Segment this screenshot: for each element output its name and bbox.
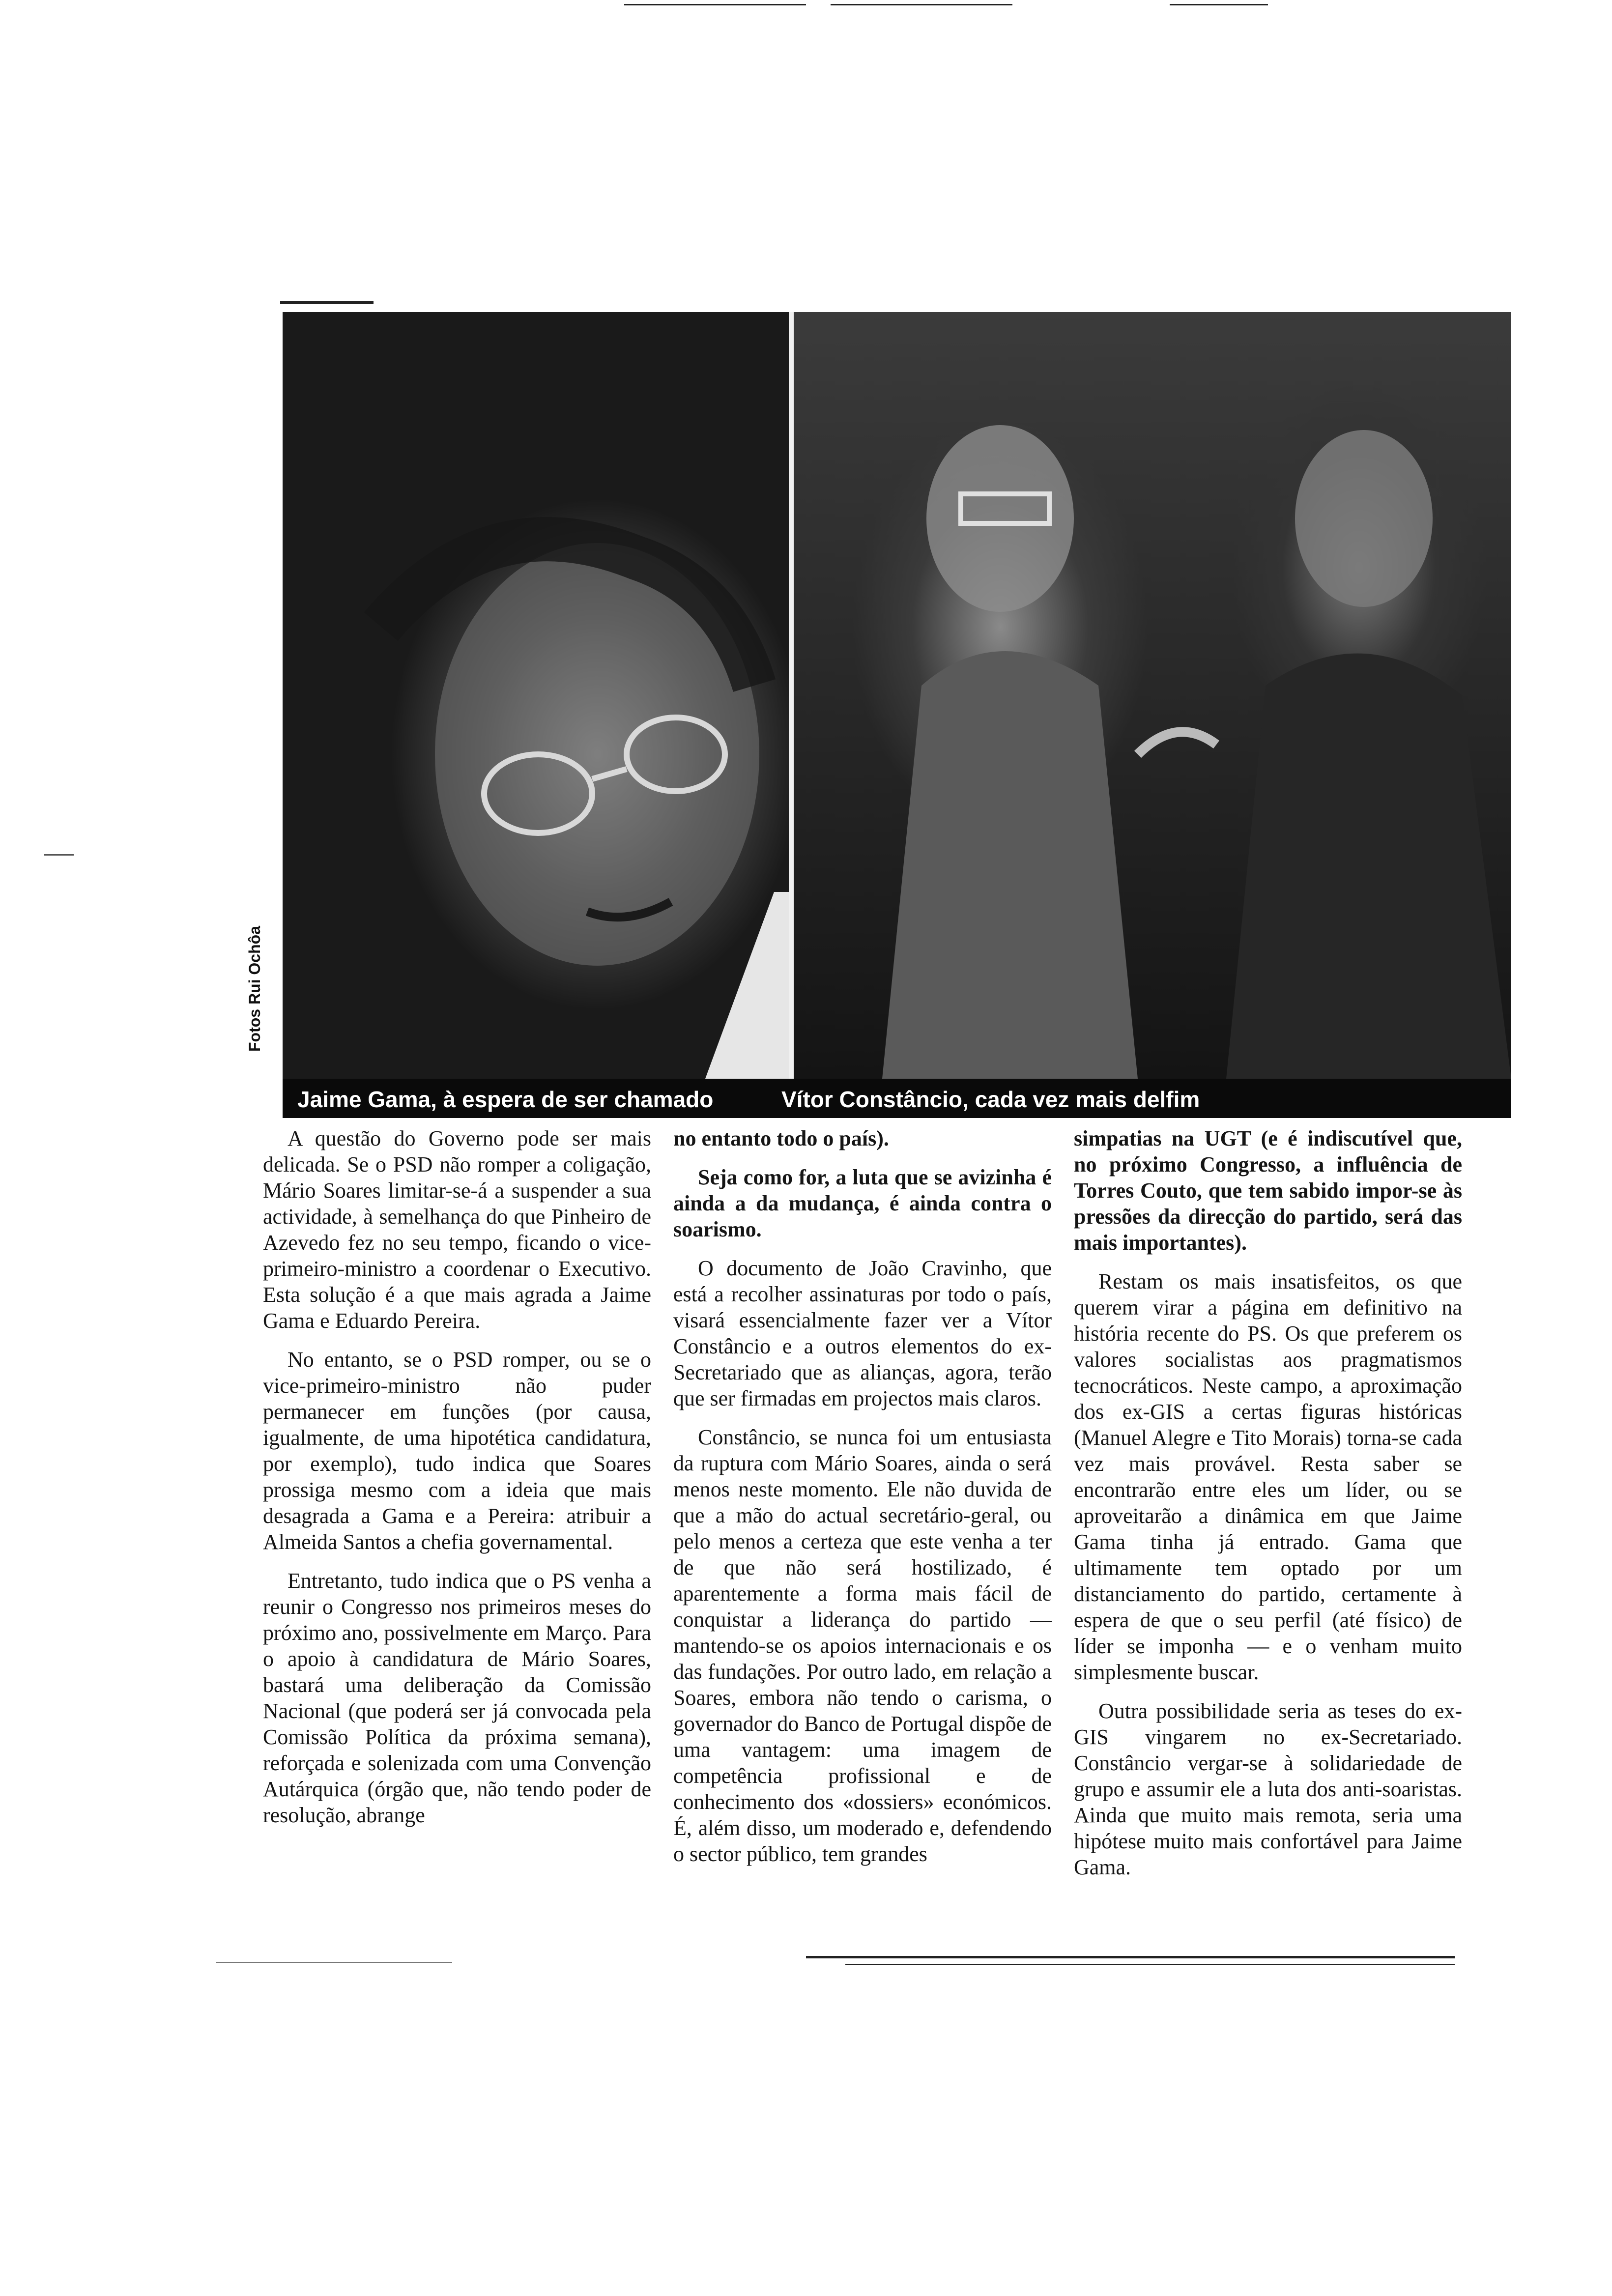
side-mark	[44, 854, 74, 856]
paragraph: No entanto, se o PSD romper, ou se o vice-primeiro-ministro não puder permanecer em funções (por causa, igualmente, de uma hipotética candidatura, por exemplo), tudo indica que Soares prossiga mesmo com a ideia que mais desagrada a Gama e a Pereira: atribuir a Almeida Santos a chefia governamental.	[263, 1348, 651, 1554]
bottom-rule-main	[806, 1956, 1455, 1958]
top-scan-rule-2	[831, 4, 1012, 5]
paragraph: Entretanto, tudo indica que o PS venha a reunir o Congresso nos primeiros meses do próximo ano, possivelmente em Março. Para o apoio à candidatura de Mário Soares, bastará uma deliberação da Comissão Nacional (que poderá ser já convocada pela Comissão Política da próxima semana), reforçada e solenizada com uma Convenção Autárquica (órgão que, não tendo poder de resolução, abrange	[263, 1569, 651, 1827]
paragraph: Restam os mais insatisfeitos, os que querem virar a página em definitivo na história recente do PS. Os que preferem os valores socialistas aos pragmatismos tecnocráticos. Neste campo, a aproximação dos ex-GIS a certas figuras históricas (Manuel Alegre e Tito Morais) torna-se cada vez mais provável. Resta saber se encontrarão entre eles um líder, ou se aproveitarão a dinâmica em que Jaime Gama tinha já entrado. Gama que ultimamente tem optado por um distanciamento do partido, certamente à espera de que o seu perfil (até físico) de líder se imponha — e o venham muito simplesmente buscar.	[1074, 1269, 1462, 1684]
paragraph: Constâncio, se nunca foi um entusiasta da ruptura com Mário Soares, ainda o será menos neste momento. Ele não duvida de que a mão do actual secretário-geral, ou pelo menos a certeza que este venha a ter de que não será hostilizado, é aparentemente a forma mais fácil de conquistar a liderança do partido — mantendo-se os apoios internacionais e os das fundações. Por outro lado, em relação a Soares, embora não tendo o carisma, o governador do Banco de Portugal dispõe de uma vantagem: uma imagem de competência profissional e de conhecimento dos «dossiers» económicos. É, além disso, um moderado e, defendendo o sector público, tem grandes	[673, 1425, 1052, 1866]
caption-vitor-constancio: Vítor Constâncio, cada vez mais delfim	[781, 1087, 1200, 1112]
photo-spread	[283, 312, 1511, 1118]
crowd-sketch-icon	[794, 312, 1511, 1079]
article-column-3	[1074, 1125, 1462, 1893]
article-column-2	[673, 1125, 1052, 1880]
article-column-1	[263, 1125, 651, 1841]
paragraph: Outra possibilidade seria as teses do ex-GIS vingarem no ex-Secretariado. Constâncio vergar-se à solidariedade de grupo e assumir ele a luta dos anti-soaristas. Ainda que muito mais remota, seria uma hipótese muito mais confortável para Jaime Gama.	[1074, 1699, 1462, 1879]
top-scan-rule-3	[1170, 4, 1268, 5]
paragraph: simpatias na UGT (e é indiscutível que, no próximo Congresso, a influência de Torres Couto, que tem sabido impor-se às pressões da direcção do partido, será das mais importantes).	[1074, 1126, 1462, 1255]
photo-vitor-constancio	[794, 312, 1511, 1079]
paragraph: O documento de João Cravinho, que está a recolher assinaturas por todo o país, visará essencialmente fazer ver a Vítor Constâncio e a outros elementos do ex-Secretariado que as alianças, agora, terão que ser firmadas em projectos mais claros.	[673, 1256, 1052, 1410]
paragraph: Seja como for, a luta que se avizinha é ainda a da mudança, é ainda contra o soarismo.	[673, 1165, 1052, 1241]
paragraph: A questão do Governo pode ser mais delicada. Se o PSD não romper a coligação, Mário Soares limitar-se-á a suspender a sua actividade, à semelhança do que Pinheiro de Azevedo fez no seu tempo, ficando o vice-primeiro-ministro a coordenar o Executivo. Esta solução é a que mais agrada a Jaime Gama e Eduardo Pereira.	[263, 1126, 651, 1333]
bottom-rule-left	[216, 1962, 452, 1963]
photo-jaime-gama	[283, 312, 789, 1079]
photo-credit: Fotos Rui Ochôa	[246, 926, 263, 1052]
bottom-rule-thin	[845, 1964, 1455, 1965]
paragraph: no entanto todo o país).	[673, 1126, 889, 1150]
photo-top-rule	[280, 301, 374, 304]
top-scan-rule-1	[624, 4, 806, 5]
caption-jaime-gama: Jaime Gama, à espera de ser chamado	[297, 1087, 714, 1112]
photo-divider	[789, 312, 794, 1079]
portrait-sketch-icon	[283, 312, 789, 1079]
